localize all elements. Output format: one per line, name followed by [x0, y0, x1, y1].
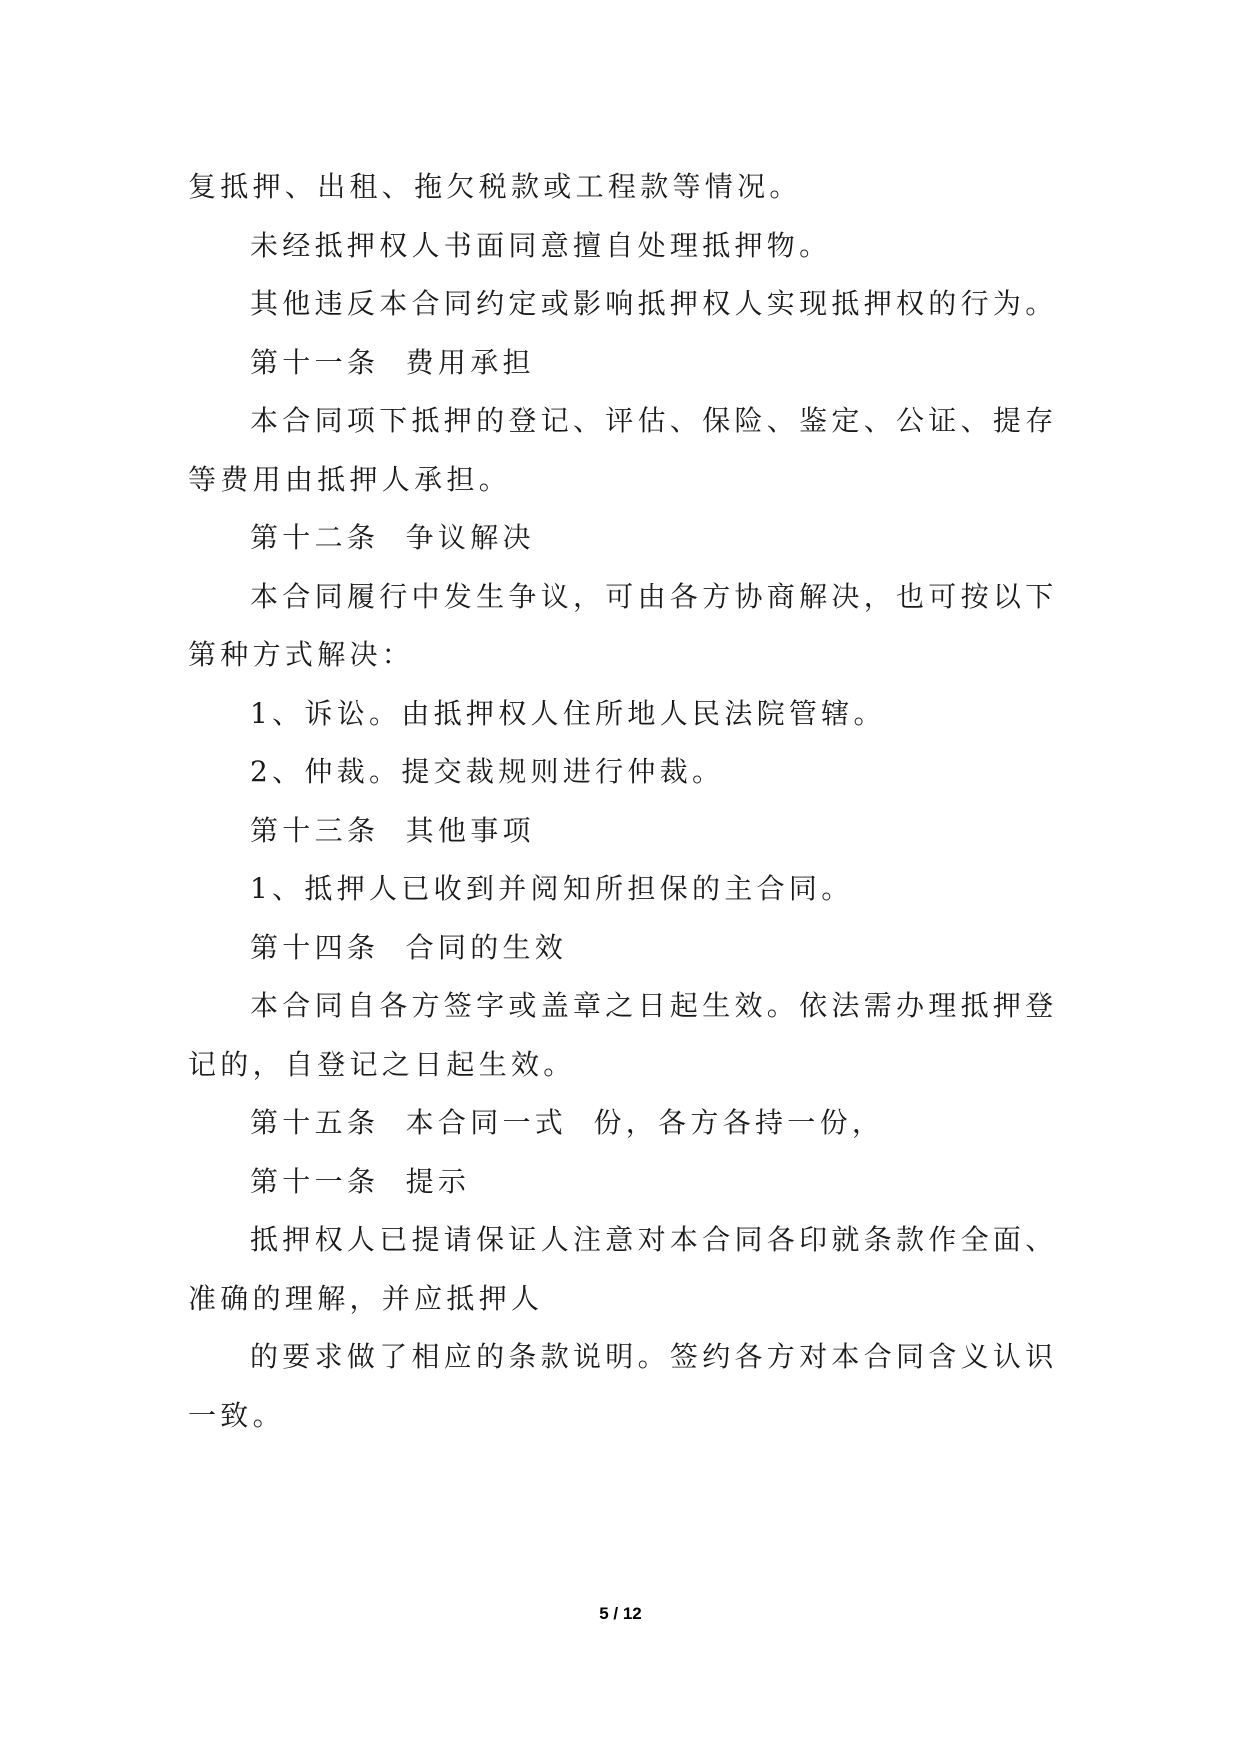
list-item: 2、仲裁。提交裁规则进行仲裁。	[250, 755, 725, 788]
article-heading: 第十二条 争议解决	[250, 521, 535, 554]
paragraph: 本合同项下抵押的登记、评估、保险、鉴定、公证、提存等费用由抵押人承担。	[188, 404, 1058, 496]
paragraph: 未经抵押权人书面同意擅自处理抵押物。	[250, 228, 832, 262]
article-heading: 第十三条 其他事项	[250, 813, 535, 847]
article-heading: 第十一条 提示	[250, 1164, 471, 1198]
list-item: 1、诉讼。由抵押权人住所地人民法院管辖。	[250, 696, 886, 730]
list-item: 1、抵押人已收到并阅知所担保的主合同。	[250, 872, 854, 905]
paragraph: 本合同自各方签字或盖章之日起生效。依法需办理抵押登记的，自登记之日起生效。	[188, 989, 1058, 1081]
page-number: 5 / 12	[599, 1604, 642, 1623]
paragraph: 复抵押、出租、拖欠税款或工程款等情况。	[188, 170, 802, 203]
article-heading: 第十一条 费用承担	[250, 345, 535, 379]
article-heading: 第十五条 本合同一式 份，各方各持一份，	[250, 1106, 885, 1139]
paragraph: 本合同履行中发生争议，可由各方协商解决，也可按以下第种方式解决：	[188, 579, 1058, 671]
document-body	[188, 158, 1058, 1445]
article-heading: 第十四条 合同的生效	[250, 930, 568, 964]
paragraph: 抵押权人已提请保证人注意对本合同各印就条款作全面、准确的理解，并应抵押人	[188, 1223, 1058, 1315]
paragraph: 其他违反本合同约定或影响抵押权人实现抵押权的行为。	[250, 287, 1058, 320]
paragraph: 的要求做了相应的条款说明。签约各方对本合同含义认识一致。	[188, 1340, 1058, 1432]
